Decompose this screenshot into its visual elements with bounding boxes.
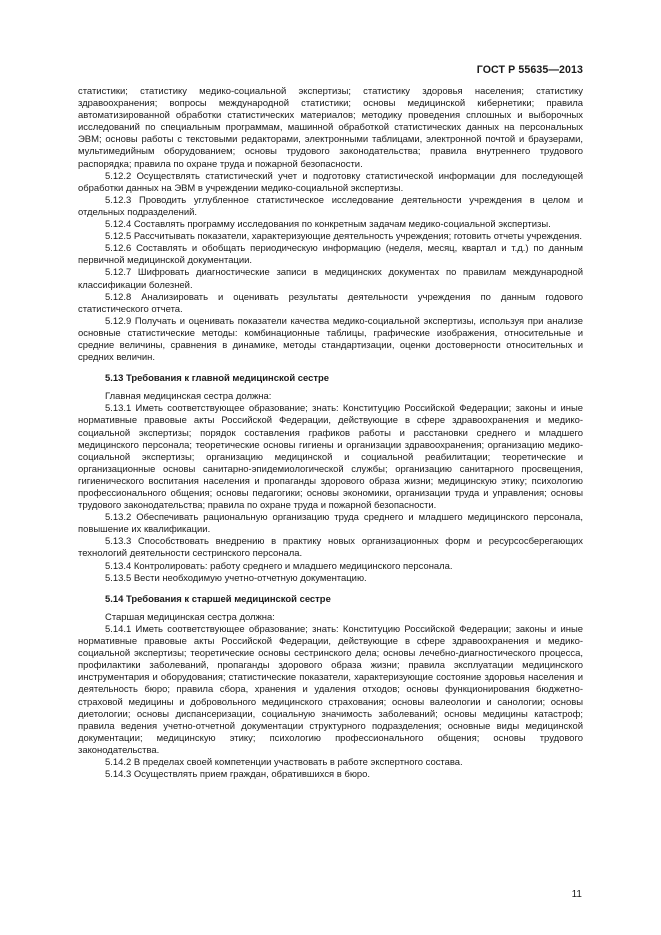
paragraph-5-13-1: 5.13.1 Иметь соответствующее образование; знать: Конституцию Российской Федерации; законы и иные нормативные правовые акты Российской Федерации, действующие в сфере здравоохранения и медико-социальной экспертизы; порядок составления графиков работы и расстановки среднего и младшего медицинского персонала; теоретические основы гигиены и организации здравоохранения; организацию медико-социальной экспертизы; организацию медицинской и социальной реабилитации; теоретические и организационные основы санитарно-эпидемиологической службы; организацию санитарного просвещения, гигиенического воспитания населения и пропаганды здорового образа жизни; медицинскую этику; психологию профессионального общения; основы педагогики; основы экономики, организации труда и управления; основы трудового законодательства; правила по охране труда и пожарной безопасности. [78, 403, 583, 512]
paragraph-5-12-2: 5.12.2 Осуществлять статистический учет и подготовку статистической информации для последующей обработки данных на ЭВМ в учреждении медико-социальной экспертизы. [78, 170, 583, 194]
page-body [78, 86, 583, 781]
paragraph-5-12-9: 5.12.9 Получать и оценивать показатели качества медико-социальной экспертизы, используя при анализе основные статистические методы: комбинационные таблицы, графические изображения, относительные и средние величины, сравнения в динамике, методы стандартизации, оценки достоверности относительных и средних величин. [78, 315, 583, 364]
page-number: 11 [571, 889, 582, 900]
paragraph-5-13-3: 5.13.3 Способствовать внедрению в практику новых организационных форм и ресурсосберегающих технологий деятельности сестринского персонала. [78, 536, 583, 560]
paragraph-5-14-2: 5.14.2 В пределах своей компетенции участвовать в работе экспертного состава. [105, 756, 463, 768]
paragraph-5-12-3: 5.12.3 Проводить углубленное статистическое исследование деятельности учреждения в целом и отдельных подразделений. [78, 194, 583, 218]
paragraph-5-14-1: 5.14.1 Иметь соответствующее образование; знать: Конституцию Российской Федерации; законы и иные нормативные правовые акты Российской Федерации, действующие в сфере здравоохранения и медико-социальной экспертизы; теоретические основы сестринского дела; основы лечебно-диагностического процесса, профилактики заболеваний, пропаганды здорового образа жизни; правила эксплуатации медицинского инструментария и оборудования; статистические показатели, характеризующие состояние здоровья населения и деятельность бюро; правила сбора, хранения и удаления отходов; основы функционирования бюджетно-страховой медицины и добровольного медицинского страхования; основы валеологии и санологии; основы диетологии; основы диспансеризации, социальную значимость заболеваний; основы медицины катастроф; правила ведения учетно-отчетной документации структурного подразделения; основные виды медицинской документации; медицинскую этику; психологию профессионального общения; основы трудового законодательства. [78, 623, 583, 756]
section-5-14-heading: 5.14 Требования к старшей медицинской сестре [105, 593, 331, 605]
standard-number: ГОСТ Р 55635—2013 [476, 64, 583, 76]
section-5-13-heading: 5.13 Требования к главной медицинской сестре [105, 373, 330, 385]
paragraph-5-13-2: 5.13.2 Обеспечивать рациональную организацию труда среднего и младшего медицинского персонала, повышение их квалификации. [78, 512, 583, 536]
paragraph-5-12-1-continued: статистики; статистику медико-социальной экспертизы; статистику здоровья населения; статистику здравоохранения; вопросы международной статистики; основы медицинской кибернетики; правила автоматизированной обработки статистических материалов; методику проведения сплошных и выборочных исследований по специальным программам, машинной обработкой статистических данных на персональных ЭВМ; основы работы с текстовыми редакторами, электронными таблицами, электронной почтой и браузерами, мультимедийным оборудованием; основы трудового законодательства; правила внутреннего трудового распорядка; правила по охране труда и пожарной безопасности. [78, 86, 583, 170]
paragraph-5-13-4: 5.13.4 Контролировать: работу среднего и младшего медицинского персонала. [105, 560, 453, 572]
paragraph-5-12-8: 5.12.8 Анализировать и оценивать результаты деятельности учреждения по данным годового статистического отчета. [78, 291, 583, 315]
paragraph-5-12-5: 5.12.5 Рассчитывать показатели, характеризующие деятельность учреждения; готовить отчеты учреждения. [105, 231, 582, 243]
section-5-13-intro: Главная медицинская сестра должна: [105, 391, 272, 403]
paragraph-5-14-3: 5.14.3 Осуществлять прием граждан, обратившихся в бюро. [105, 769, 371, 781]
paragraph-5-13-5: 5.13.5 Вести необходимую учетно-отчетную документацию. [105, 572, 367, 584]
paragraph-5-12-6: 5.12.6 Составлять и обобщать периодическую информацию (неделя, месяц, квартал и т.д.) по данным первичной медицинской документации. [78, 243, 583, 267]
paragraph-5-12-4: 5.12.4 Составлять программу исследования по конкретным задачам медико-социальной экспертизы. [105, 219, 551, 231]
paragraph-5-12-7: 5.12.7 Шифровать диагностические записи в медицинских документах по правилам международной классификации болезней. [78, 267, 583, 291]
section-5-14-intro: Старшая медицинская сестра должна: [105, 611, 275, 623]
